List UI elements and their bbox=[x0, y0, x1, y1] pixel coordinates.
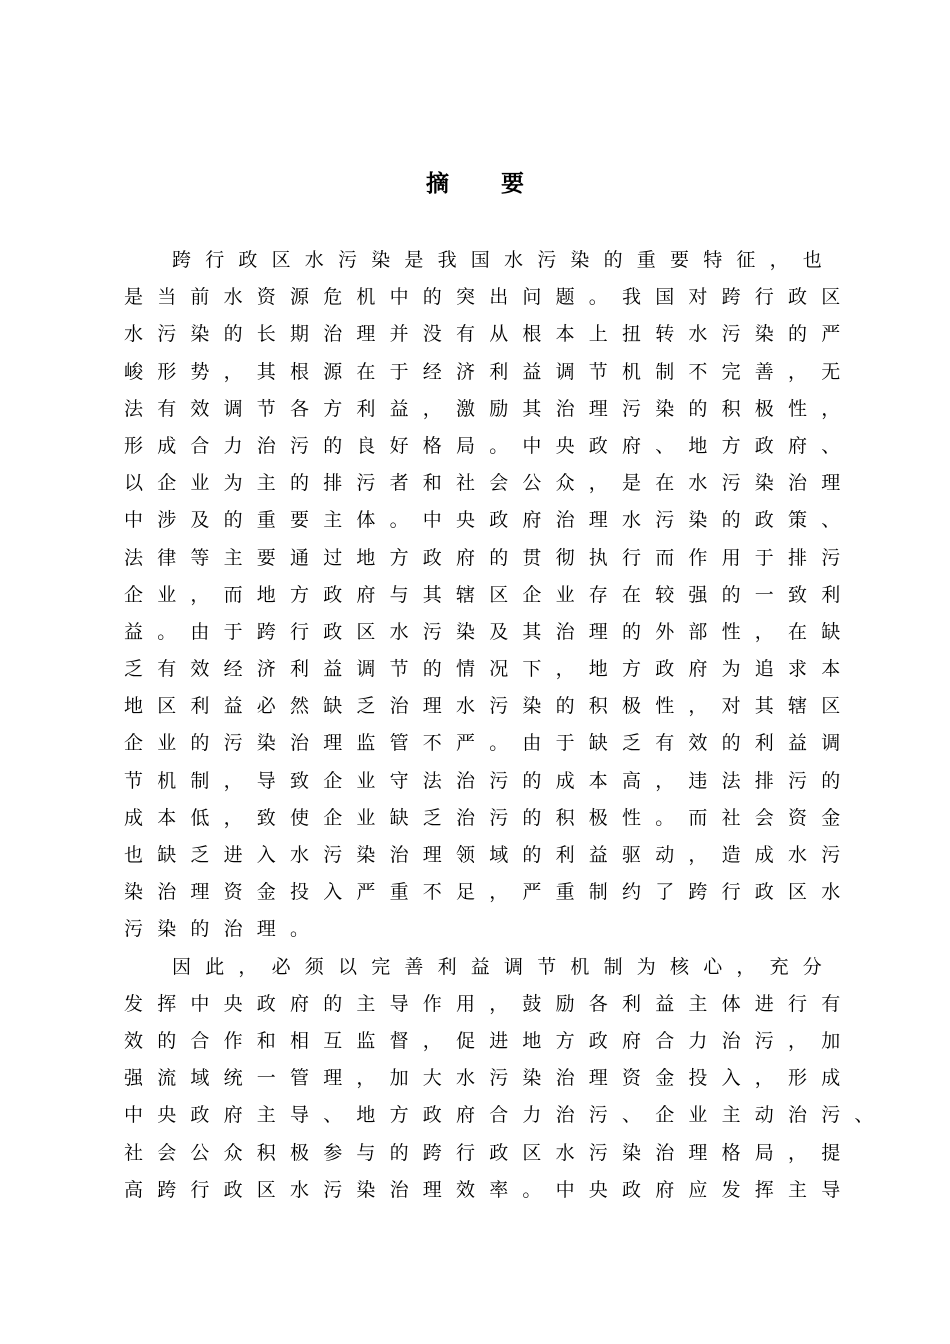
text-line: 高跨行政区水污染治理效率。中央政府应发挥主导 bbox=[124, 1178, 855, 1201]
text-line: 乏有效经济利益调节的情况下，地方政府为追求本 bbox=[124, 658, 855, 681]
text-line: 中涉及的重要主体。中央政府治理水污染的政策、 bbox=[124, 509, 855, 532]
text-line: 企业的污染治理监管不严。由于缺乏有效的利益调 bbox=[124, 732, 855, 755]
text-line: 法律等主要通过地方政府的贯彻执行而作用于排污 bbox=[124, 546, 855, 569]
text-line: 也缺乏进入水污染治理领域的利益驱动，造成水污 bbox=[124, 844, 855, 866]
text-line: 企业，而地方政府与其辖区企业存在较强的一致利 bbox=[124, 583, 855, 606]
text-line: 跨行政区水污染是我国水污染的重要特征，也 bbox=[172, 249, 837, 271]
abstract-title bbox=[0, 168, 950, 200]
text-line: 效的合作和相互监督，促进地方政府合力治污，加 bbox=[124, 1029, 855, 1052]
text-line: 法有效调节各方利益，激励其治理污染的积极性， bbox=[124, 397, 855, 420]
abstract-body bbox=[124, 242, 888, 1209]
text-line: 峻形势，其根源在于经济利益调节机制不完善，无 bbox=[124, 360, 855, 383]
title-char-1: 摘 bbox=[426, 171, 449, 197]
text-line: 社会公众积极参与的跨行政区水污染治理格局，提 bbox=[124, 1141, 855, 1164]
text-line: 地区利益必然缺乏治理水污染的积极性，对其辖区 bbox=[124, 695, 855, 718]
text-line: 染治理资金投入严重不足，严重制约了跨行政区水 bbox=[124, 881, 855, 904]
text-line: 强流域统一管理，加大水污染治理资金投入，形成 bbox=[124, 1067, 855, 1090]
text-line: 污染的治理。 bbox=[124, 918, 324, 941]
text-line: 发挥中央政府的主导作用，鼓励各利益主体进行有 bbox=[124, 992, 855, 1015]
text-line: 以企业为主的排污者和社会公众，是在水污染治理 bbox=[124, 472, 855, 495]
text-line: 中央政府主导、地方政府合力治污、企业主动治污、 bbox=[124, 1104, 888, 1127]
text-line: 因此，必须以完善利益调节机制为核心，充分 bbox=[172, 955, 837, 978]
text-line: 形成合力治污的良好格局。中央政府、地方政府、 bbox=[124, 434, 855, 457]
text-line: 成本低，致使企业缺乏治污的积极性。而社会资金 bbox=[124, 806, 855, 829]
text-line: 节机制，导致企业守法治污的成本高，违法排污的 bbox=[124, 769, 855, 792]
title-char-2: 要 bbox=[501, 171, 524, 197]
text-line: 水污染的长期治理并没有从根本上扭转水污染的严 bbox=[124, 323, 855, 346]
text-line: 益。由于跨行政区水污染及其治理的外部性，在缺 bbox=[124, 620, 855, 643]
text-line: 是当前水资源危机中的突出问题。我国对跨行政区 bbox=[124, 286, 855, 309]
